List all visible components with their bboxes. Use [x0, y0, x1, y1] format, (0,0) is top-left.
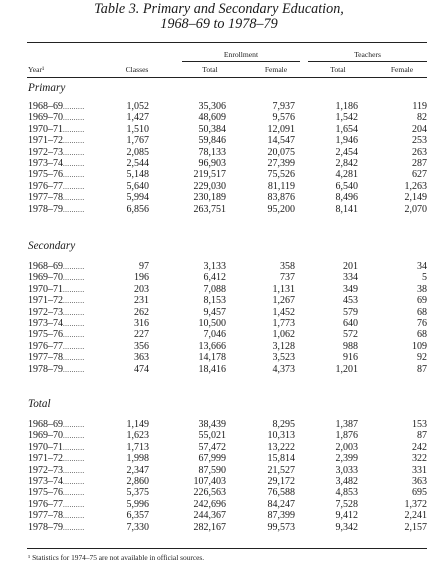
enrollment-female-cell: 15,814 [267, 453, 295, 465]
section-title-total: Total [28, 398, 51, 410]
enrollment-total-cell: 226,563 [193, 487, 226, 499]
teachers-total-cell: 572 [343, 329, 358, 341]
leader-dots: .......... [63, 171, 85, 180]
classes-cell: 196 [134, 272, 149, 284]
teachers-female-cell: 153 [412, 419, 427, 430]
table-row [0, 295, 438, 306]
year-column-header: Year¹ [28, 65, 45, 74]
enrollment-female-cell: 87,399 [267, 510, 295, 522]
table-row [0, 453, 438, 464]
teachers-female-cell: 263 [412, 146, 427, 158]
leader-dots: .......... [63, 432, 85, 441]
footnote: ¹ Statistics for 1974–75 are not available in official sources. [28, 553, 205, 562]
enrollment-total-cell: 229,030 [193, 180, 226, 192]
teachers-total-cell: 4,853 [335, 487, 358, 499]
leader-dots: .......... [63, 319, 85, 328]
teachers-female-cell: 1,372 [404, 498, 427, 510]
year-label: 1970–71 [28, 123, 63, 135]
enrollment-total-cell: 35,306 [198, 101, 226, 112]
enrollment-female-cell: 12,091 [267, 123, 295, 135]
table-row [0, 204, 438, 215]
enrollment-female-cell: 20,075 [267, 146, 295, 158]
classes-cell: 1,510 [126, 123, 149, 135]
enrollment-total-cell: 18,416 [198, 363, 226, 375]
table-row [0, 352, 438, 363]
enrollment-total-cell: 55,021 [198, 430, 226, 442]
enrollment-total-cell: 14,178 [198, 352, 226, 364]
teachers-female-cell: 242 [412, 441, 427, 453]
leader-dots: .......... [63, 114, 85, 123]
enrollment-female-cell: 27,399 [267, 157, 295, 169]
table-row [0, 318, 438, 329]
enrollment-total-cell: 8,153 [203, 295, 226, 307]
teachers-total-cell: 2,003 [335, 441, 358, 453]
leader-dots: .......... [63, 148, 85, 157]
year-label: 1971–72 [28, 453, 63, 465]
teachers-female-cell: 253 [412, 135, 427, 147]
teachers-total-cell: 988 [343, 340, 358, 352]
teachers-female-cell: 331 [412, 464, 427, 476]
classes-cell: 7,330 [126, 521, 149, 533]
classes-cell: 1,998 [126, 453, 149, 465]
teachers-total-cell: 2,399 [335, 453, 358, 465]
year-label: 1973–74 [28, 475, 63, 487]
enrollment-female-cell: 3,128 [272, 340, 295, 352]
teachers-female-cell: 87 [417, 430, 427, 442]
enrollment-total-cell: 230,189 [193, 192, 226, 204]
teachers-total-cell: 1,201 [335, 363, 358, 375]
teachers-female-cell: 2,149 [404, 192, 427, 204]
table-row [0, 147, 438, 158]
leader-dots: .......... [63, 263, 85, 271]
classes-cell: 316 [134, 317, 149, 329]
classes-cell: 227 [134, 329, 149, 341]
year-cell [28, 364, 85, 376]
table-row [0, 181, 438, 192]
enrollment-total-cell: 9,457 [203, 306, 226, 318]
enrollment-female-column-header: Female [264, 65, 288, 74]
enrollment-female-cell: 7,937 [272, 101, 295, 112]
classes-cell: 97 [139, 261, 149, 272]
enrollment-total-cell: 3,133 [203, 261, 226, 272]
teachers-total-cell: 1,876 [335, 430, 358, 442]
enrollment-total-cell: 107,403 [193, 475, 226, 487]
classes-cell: 1,052 [126, 101, 149, 112]
enrollment-total-cell: 219,517 [193, 169, 226, 181]
enrollment-female-cell: 1,452 [272, 306, 295, 318]
teachers-female-cell: 119 [412, 101, 427, 112]
leader-dots: .......... [63, 477, 85, 486]
enrollment-female-cell: 3,523 [272, 352, 295, 364]
teachers-female-cell: 2,070 [404, 203, 427, 215]
section-title-primary: Primary [28, 82, 66, 94]
leader-dots: .......... [63, 500, 85, 509]
table-row [0, 169, 438, 180]
enrollment-female-cell: 99,573 [267, 521, 295, 533]
leader-dots: .......... [63, 205, 85, 214]
enrollment-group-header: Enrollment [223, 50, 259, 59]
leader-dots: .......... [63, 421, 85, 429]
teachers-total-cell: 334 [343, 272, 358, 284]
table-row [0, 112, 438, 123]
teachers-female-cell: 2,157 [404, 521, 427, 533]
teachers-total-cell: 1,654 [335, 123, 358, 135]
enrollment-total-cell: 263,751 [193, 203, 226, 215]
teachers-total-cell: 453 [343, 295, 358, 307]
table-row [0, 442, 438, 453]
year-label: 1976–77 [28, 498, 63, 510]
leader-dots: .......... [63, 354, 85, 363]
year-label: 1968–69 [28, 419, 63, 430]
enrollment-total-cell: 244,367 [193, 510, 226, 522]
enrollment-total-cell: 282,167 [193, 521, 226, 533]
teachers-total-cell: 4,281 [335, 169, 358, 181]
table-row [0, 272, 438, 283]
enrollment-female-cell: 14,547 [267, 135, 295, 147]
enrollment-female-cell: 8,295 [272, 419, 295, 430]
teachers-female-cell: 2,241 [404, 510, 427, 522]
teachers-total-column-header: Total [330, 65, 346, 74]
table-row [0, 158, 438, 169]
teachers-female-cell: 627 [412, 169, 427, 181]
enrollment-female-cell: 29,172 [267, 475, 295, 487]
teachers-total-cell: 8,141 [335, 203, 358, 215]
classes-cell: 2,544 [126, 157, 149, 169]
teachers-female-cell: 695 [412, 487, 427, 499]
table-row [0, 101, 438, 112]
teachers-total-cell: 349 [343, 283, 358, 295]
year-label: 1968–69 [28, 261, 63, 272]
teachers-female-cell: 92 [417, 352, 427, 364]
teachers-female-cell: 204 [412, 123, 427, 135]
teachers-total-cell: 640 [343, 317, 358, 329]
table-bottom-rule [27, 548, 427, 549]
enrollment-female-cell: 1,131 [272, 283, 295, 295]
enrollment-total-cell: 38,439 [198, 419, 226, 430]
total-rows [0, 419, 438, 533]
teachers-total-cell: 9,342 [335, 521, 358, 533]
teachers-female-column-header: Female [390, 65, 414, 74]
classes-cell: 5,375 [126, 487, 149, 499]
table-row [0, 261, 438, 272]
teachers-total-cell: 8,496 [335, 192, 358, 204]
leader-dots: .......... [63, 297, 85, 306]
teachers-female-cell: 322 [412, 453, 427, 465]
table-row [0, 364, 438, 375]
enrollment-total-cell: 96,903 [198, 157, 226, 169]
enrollment-female-cell: 1,267 [272, 295, 295, 307]
year-label: 1977–78 [28, 352, 63, 364]
classes-cell: 1,713 [126, 441, 149, 453]
leader-dots: .......... [63, 137, 85, 146]
classes-cell: 2,085 [126, 146, 149, 158]
year-label: 1978–79 [28, 363, 63, 375]
table-title-line2: 1968–69 to 1978–79 [160, 16, 278, 32]
year-label: 1972–73 [28, 464, 63, 476]
year-label: 1977–78 [28, 192, 63, 204]
enrollment-female-cell: 1,773 [272, 317, 295, 329]
table-row [0, 124, 438, 135]
year-label: 1977–78 [28, 510, 63, 522]
enrollment-total-column-header: Total [202, 65, 218, 74]
classes-cell: 2,347 [126, 464, 149, 476]
leader-dots: .......... [63, 331, 85, 340]
classes-cell: 203 [134, 283, 149, 295]
leader-dots: .......... [63, 489, 85, 498]
classes-cell: 6,357 [126, 510, 149, 522]
enrollment-female-cell: 9,576 [272, 112, 295, 124]
teachers-female-cell: 69 [417, 295, 427, 307]
teachers-female-cell: 87 [417, 363, 427, 375]
leader-dots: .......... [63, 103, 85, 111]
teachers-female-cell: 34 [417, 261, 427, 272]
enrollment-group-rule [182, 61, 300, 62]
teachers-total-cell: 7,528 [335, 498, 358, 510]
enrollment-total-cell: 7,046 [203, 329, 226, 341]
classes-cell: 2,860 [126, 475, 149, 487]
teachers-total-cell: 3,482 [335, 475, 358, 487]
teachers-female-cell: 109 [412, 340, 427, 352]
teachers-female-cell: 76 [417, 317, 427, 329]
teachers-total-cell: 201 [343, 261, 358, 272]
classes-cell: 5,148 [126, 169, 149, 181]
year-label: 1969–70 [28, 112, 63, 124]
section-title-secondary: Secondary [28, 240, 76, 252]
teachers-total-cell: 6,540 [335, 180, 358, 192]
enrollment-total-cell: 6,412 [203, 272, 226, 284]
enrollment-female-cell: 83,876 [267, 192, 295, 204]
teachers-female-cell: 38 [417, 283, 427, 295]
leader-dots: .......... [63, 342, 85, 351]
leader-dots: .......... [63, 466, 85, 475]
enrollment-total-cell: 10,500 [198, 317, 226, 329]
table-top-rule [27, 42, 427, 43]
year-label: 1972–73 [28, 306, 63, 318]
enrollment-female-cell: 81,119 [267, 180, 295, 192]
enrollment-total-cell: 59,846 [198, 135, 226, 147]
year-label: 1978–79 [28, 203, 63, 215]
teachers-total-cell: 1,387 [335, 419, 358, 430]
leader-dots: .......... [63, 443, 85, 452]
table-row [0, 430, 438, 441]
year-label: 1969–70 [28, 430, 63, 442]
enrollment-total-cell: 67,999 [198, 453, 226, 465]
teachers-female-cell: 82 [417, 112, 427, 124]
leader-dots: .......... [63, 194, 85, 203]
year-label: 1973–74 [28, 317, 63, 329]
primary-rows [0, 101, 438, 215]
teachers-total-cell: 2,842 [335, 157, 358, 169]
year-label: 1976–77 [28, 180, 63, 192]
header-bottom-rule [27, 77, 427, 78]
classes-cell: 1,767 [126, 135, 149, 147]
leader-dots: .......... [63, 159, 85, 168]
table-row [0, 465, 438, 476]
teachers-total-cell: 1,946 [335, 135, 358, 147]
leader-dots: .......... [63, 455, 85, 464]
year-label: 1975–76 [28, 487, 63, 499]
year-label: 1971–72 [28, 295, 63, 307]
table-row [0, 284, 438, 295]
leader-dots: .......... [63, 365, 85, 374]
leader-dots: .......... [63, 182, 85, 191]
year-label: 1970–71 [28, 283, 63, 295]
classes-cell: 363 [134, 352, 149, 364]
year-label: 1969–70 [28, 272, 63, 284]
year-label: 1975–76 [28, 169, 63, 181]
enrollment-total-cell: 57,472 [198, 441, 226, 453]
teachers-group-rule [308, 61, 427, 62]
teachers-female-cell: 363 [412, 475, 427, 487]
year-label: 1978–79 [28, 521, 63, 533]
table-row [0, 307, 438, 318]
table-row [0, 135, 438, 146]
teachers-female-cell: 5 [422, 272, 427, 284]
teachers-female-cell: 287 [412, 157, 427, 169]
classes-cell: 356 [134, 340, 149, 352]
year-label: 1973–74 [28, 157, 63, 169]
year-label: 1975–76 [28, 329, 63, 341]
enrollment-female-cell: 21,527 [267, 464, 295, 476]
enrollment-female-cell: 737 [280, 272, 295, 284]
table-row [0, 476, 438, 487]
teachers-total-cell: 9,412 [335, 510, 358, 522]
year-cell [28, 204, 85, 216]
leader-dots: .......... [63, 285, 85, 294]
year-cell [28, 522, 85, 534]
classes-cell: 1,149 [126, 419, 149, 430]
classes-cell: 1,427 [126, 112, 149, 124]
enrollment-female-cell: 358 [280, 261, 295, 272]
leader-dots: .......... [63, 308, 85, 317]
year-label: 1968–69 [28, 101, 63, 112]
table-row [0, 192, 438, 203]
classes-cell: 6,856 [126, 203, 149, 215]
classes-cell: 231 [134, 295, 149, 307]
enrollment-total-cell: 7,088 [203, 283, 226, 295]
enrollment-total-cell: 242,696 [193, 498, 226, 510]
secondary-rows [0, 261, 438, 375]
classes-cell: 5,640 [126, 180, 149, 192]
teachers-total-cell: 579 [343, 306, 358, 318]
teachers-female-cell: 68 [417, 306, 427, 318]
table-row [0, 499, 438, 510]
enrollment-total-cell: 13,666 [198, 340, 226, 352]
classes-cell: 5,996 [126, 498, 149, 510]
enrollment-female-cell: 84,247 [267, 498, 295, 510]
table-row [0, 510, 438, 521]
year-label: 1970–71 [28, 441, 63, 453]
leader-dots: .......... [63, 125, 85, 134]
table-row [0, 487, 438, 498]
teachers-female-cell: 1,263 [404, 180, 427, 192]
year-label: 1971–72 [28, 135, 63, 147]
classes-column-header: Classes [125, 65, 149, 74]
enrollment-total-cell: 48,609 [198, 112, 226, 124]
teachers-group-header: Teachers [354, 50, 381, 59]
classes-cell: 5,994 [126, 192, 149, 204]
leader-dots: .......... [63, 512, 85, 521]
enrollment-female-cell: 10,313 [267, 430, 295, 442]
teachers-total-cell: 2,454 [335, 146, 358, 158]
classes-cell: 1,623 [126, 430, 149, 442]
table-row [0, 419, 438, 430]
enrollment-female-cell: 1,062 [272, 329, 295, 341]
enrollment-female-cell: 13,222 [267, 441, 295, 453]
enrollment-female-cell: 75,526 [267, 169, 295, 181]
teachers-total-cell: 1,186 [335, 101, 358, 112]
enrollment-total-cell: 50,384 [198, 123, 226, 135]
leader-dots: .......... [63, 274, 85, 283]
leader-dots: .......... [63, 523, 85, 532]
classes-cell: 262 [134, 306, 149, 318]
year-label: 1976–77 [28, 340, 63, 352]
table-row [0, 329, 438, 340]
teachers-total-cell: 916 [343, 352, 358, 364]
teachers-total-cell: 1,542 [335, 112, 358, 124]
table-row [0, 341, 438, 352]
enrollment-female-cell: 95,200 [267, 203, 295, 215]
classes-cell: 474 [134, 363, 149, 375]
enrollment-female-cell: 76,588 [267, 487, 295, 499]
enrollment-total-cell: 78,133 [198, 146, 226, 158]
teachers-female-cell: 68 [417, 329, 427, 341]
enrollment-total-cell: 87,590 [198, 464, 226, 476]
table-title-line1: Table 3. Primary and Secondary Education, [94, 1, 344, 17]
enrollment-female-cell: 4,373 [272, 363, 295, 375]
year-label: 1972–73 [28, 146, 63, 158]
teachers-total-cell: 3,033 [335, 464, 358, 476]
table-row [0, 522, 438, 533]
